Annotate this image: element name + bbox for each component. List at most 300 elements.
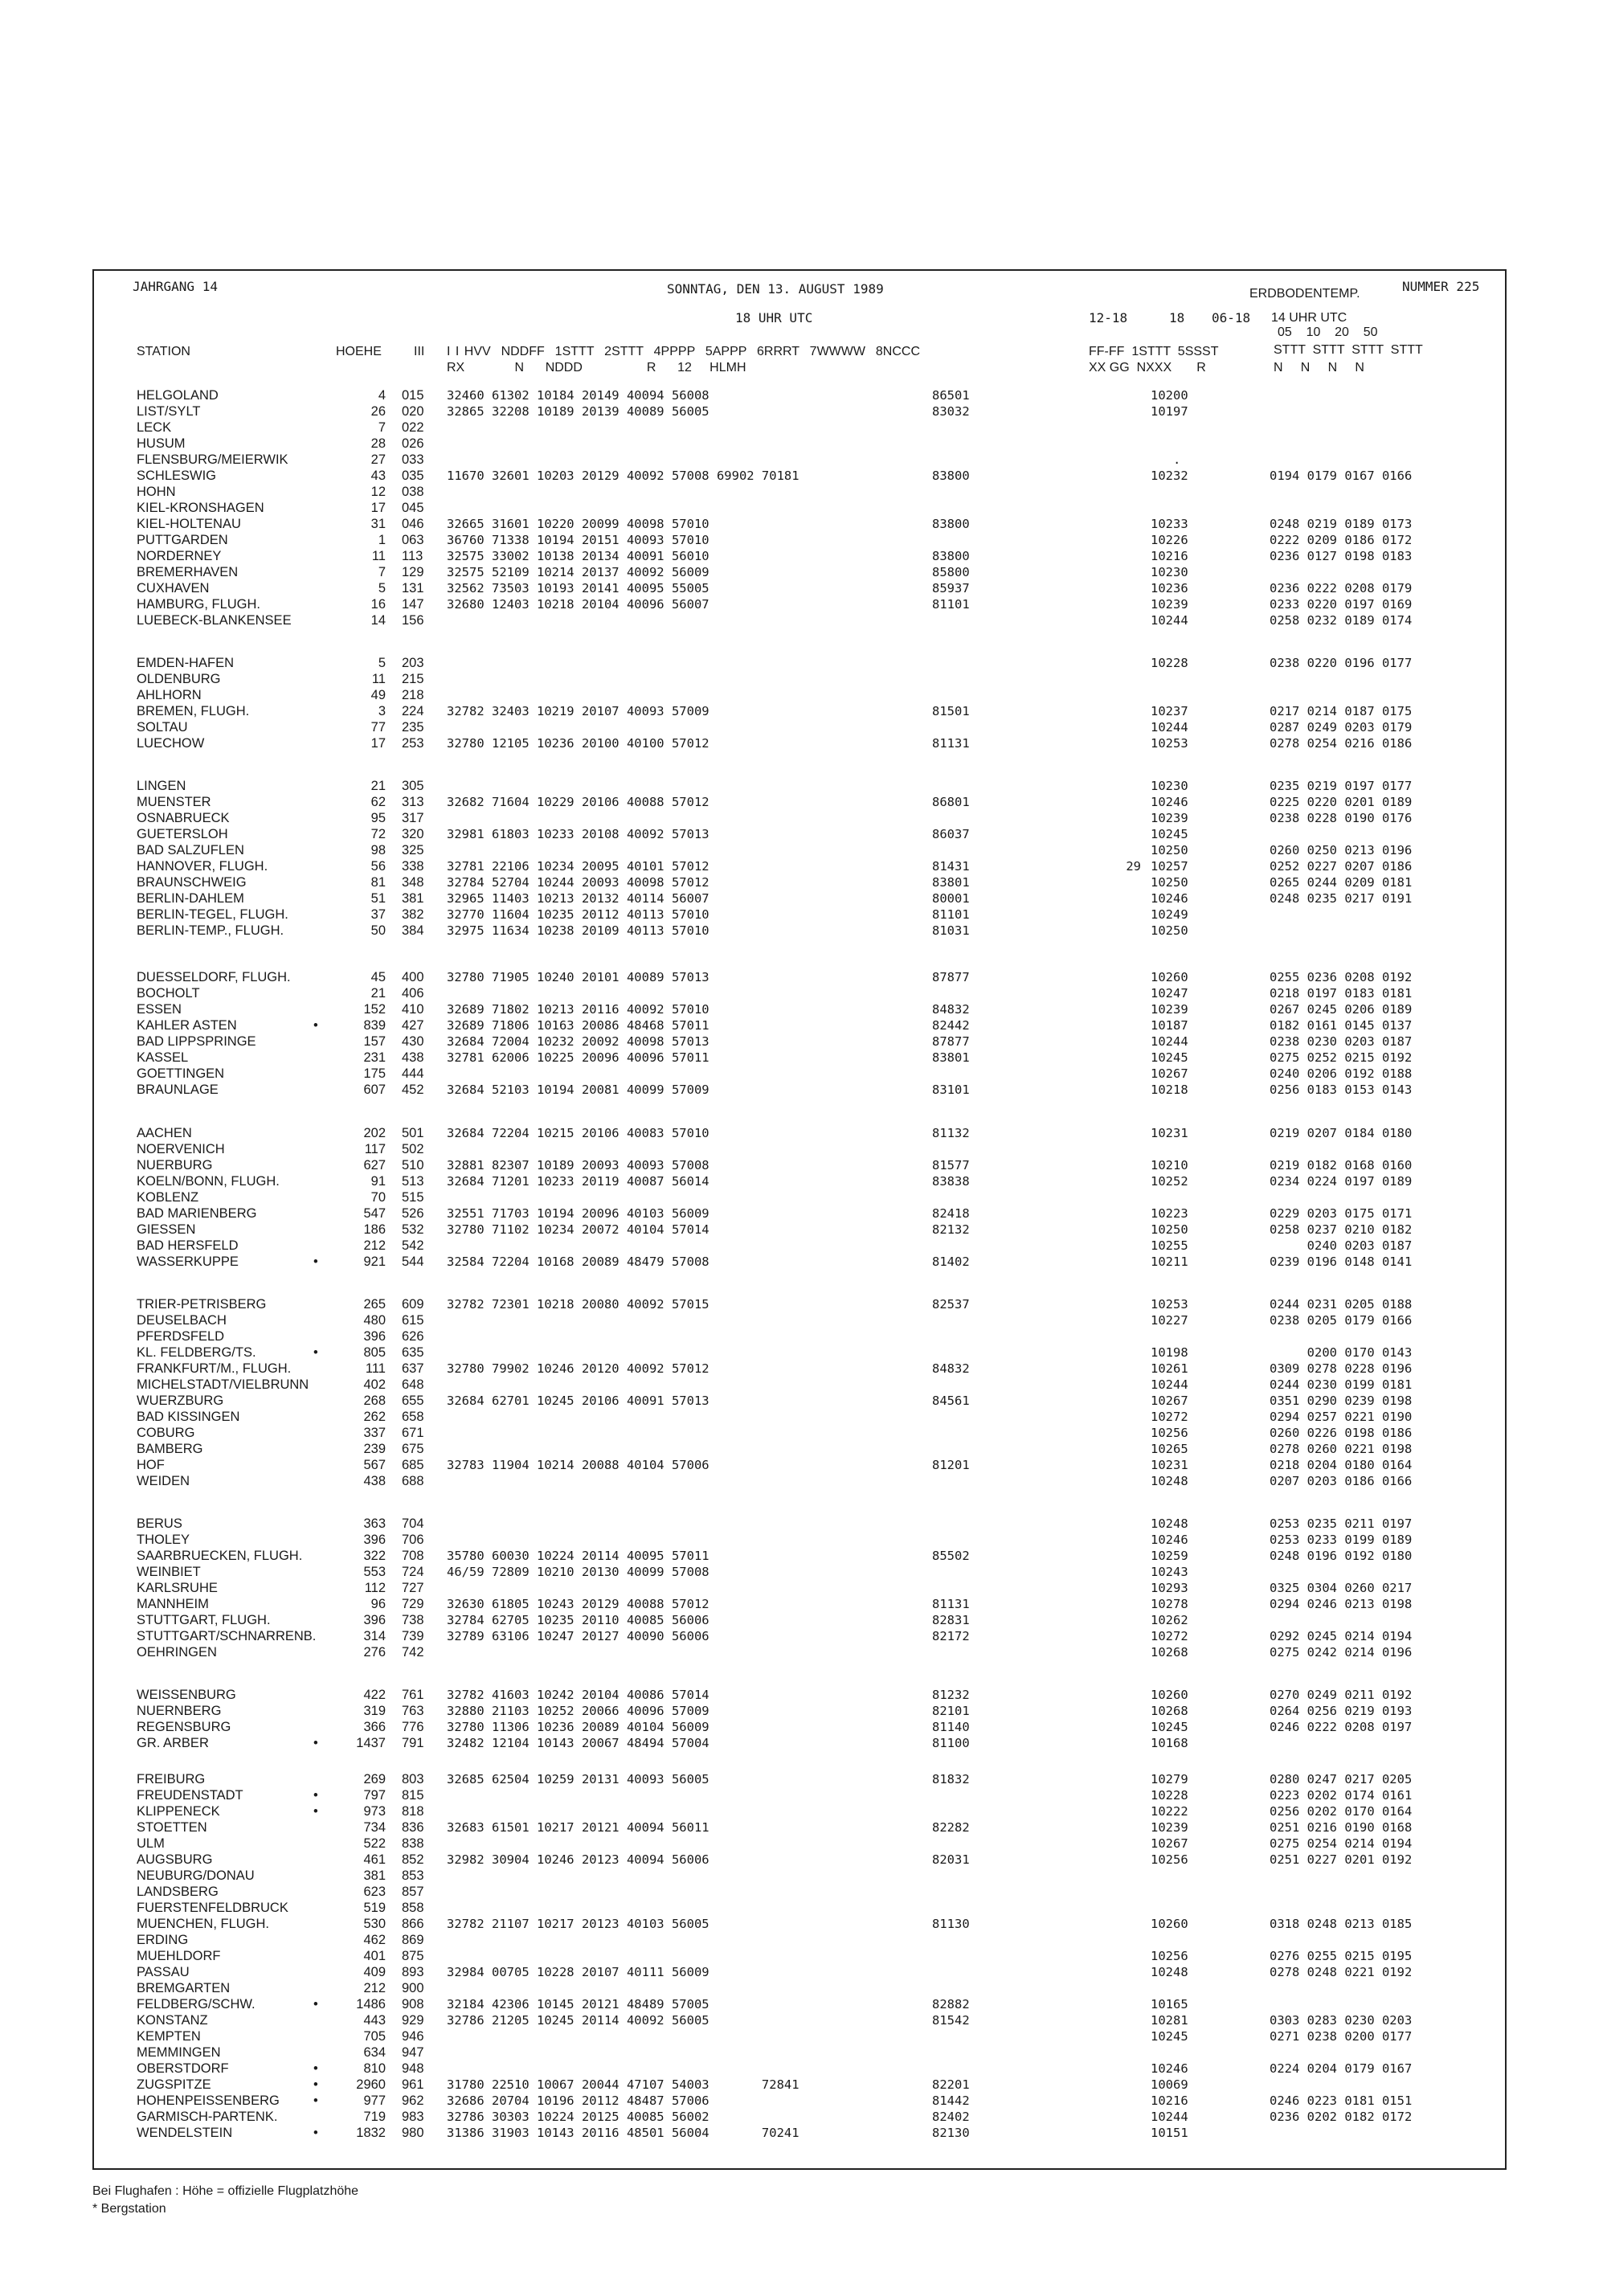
temp-18: 10260 [1151,1688,1188,1702]
ff-subheader: XX GG NXXX R [1089,361,1206,374]
station-row [0,985,1607,1002]
station-row [0,1017,1607,1034]
station-height: 634 [363,2045,386,2060]
soil-temps: 0234 0224 0197 0189 [1270,1174,1413,1189]
station-height: 530 [363,1917,386,1931]
station-height: 95 [370,811,386,825]
station-height: 553 [363,1565,386,1579]
soil-temps: 0233 0220 0197 0169 [1270,597,1413,612]
station-row [0,1900,1607,1917]
station-index: 544 [402,1254,424,1269]
temp-18: 10248 [1151,1965,1188,1979]
synop-groups: 32682 71604 10229 20106 40088 57012 [447,795,709,809]
cloud-group: 82442 [932,1018,970,1033]
station-height: 27 [370,452,386,467]
station-height: 396 [363,1329,386,1344]
temp-18: 10246 [1151,795,1188,809]
erdboden-groups: STTT STTT STTT STTT [1274,343,1423,357]
temp-18: 10244 [1151,1377,1188,1392]
soil-temps: 0264 0256 0219 0193 [1270,1704,1413,1718]
station-row [0,1425,1607,1442]
temp-18: 10267 [1151,1836,1188,1851]
station-name: GUETERSLOH [137,827,228,841]
temp-18: 10262 [1151,1613,1188,1627]
synop-groups: 31386 31903 10143 20116 48501 56004 70241 [447,2126,799,2140]
synop-groups: 32789 63106 10247 20127 40090 56006 [447,1629,709,1643]
station-index: 815 [402,1788,424,1803]
station-row [0,1596,1607,1613]
station-height: 402 [363,1377,386,1392]
cloud-group: 82201 [932,2077,970,2092]
soil-temps: 0246 0222 0208 0197 [1270,1720,1413,1734]
station-height: 11 [371,672,386,686]
temp-18: 10272 [1151,1410,1188,1424]
station-name: PFERDSFELD [137,1329,225,1344]
soil-temps: 0258 0232 0189 0174 [1270,613,1413,628]
cloud-group: 87877 [932,1034,970,1049]
station-height: 50 [370,923,386,938]
temp-18: 10244 [1151,613,1188,628]
station-row [0,420,1607,436]
station-height: 70 [370,1190,386,1205]
station-name: KIEL-KRONSHAGEN [137,501,264,515]
soil-temps: 0265 0244 0209 0181 [1270,875,1413,890]
station-row [0,564,1607,581]
station-index: 406 [402,986,424,1001]
temp-18: 10250 [1151,843,1188,857]
footnote-airport: Bei Flughafen : Höhe = offizielle Flugplatzhöhe [92,2184,359,2198]
station-row [0,596,1607,613]
station-row [0,2125,1607,2142]
soil-temps: 0256 0183 0153 0143 [1270,1083,1413,1097]
temp-18: 10267 [1151,1394,1188,1408]
station-row [0,1803,1607,1820]
soil-temps: 0236 0202 0182 0172 [1270,2110,1413,2124]
station-row [0,1516,1607,1533]
soil-temps: 0251 0227 0201 0192 [1270,1852,1413,1867]
station-height: 839 [363,1018,386,1033]
soil-temps: 0248 0196 0192 0180 [1270,1549,1413,1563]
station-row [0,1644,1607,1661]
soil-temps: 0225 0220 0201 0189 [1270,795,1413,809]
station-name: LIST/SYLT [137,404,201,419]
station-height: 276 [363,1645,386,1660]
soil-temps: 0294 0246 0213 0198 [1270,1597,1413,1611]
station-row [0,923,1607,939]
synop-groups: 32780 71102 10234 20072 40104 57014 [447,1222,709,1237]
station-index: 532 [402,1222,424,1237]
station-name: KARLSRUHE [137,1581,218,1595]
station-index: 626 [402,1329,424,1344]
station-row [0,1980,1607,1997]
cloud-group: 82130 [932,2126,970,2140]
cloud-group: 81100 [932,1736,970,1750]
station-height: 480 [363,1313,386,1328]
temp-18: 10230 [1151,565,1188,579]
mountain-marker: • [313,1254,318,1269]
cloud-group: 81101 [932,907,970,922]
station-index: 452 [402,1083,424,1097]
station-height: 269 [363,1772,386,1786]
station-row [0,1457,1607,1474]
cloud-group: 81132 [932,1126,970,1140]
station-height: 719 [363,2110,386,2124]
station-row [0,1703,1607,1720]
station-row [0,1377,1607,1394]
station-index: 035 [402,469,424,483]
soil-temps: 0244 0231 0205 0188 [1270,1297,1413,1312]
station-name: BREMEN, FLUGH. [137,704,250,718]
temp-18: 10245 [1151,2029,1188,2044]
station-height: 422 [363,1688,386,1702]
cloud-group: 81402 [932,1254,970,1269]
station-height: 265 [363,1297,386,1312]
station-index: 648 [402,1377,424,1392]
gust-value: 29 [1126,859,1141,874]
station-row [0,468,1607,485]
station-row [0,1189,1607,1206]
soil-temps: 0276 0255 0215 0195 [1270,1949,1413,1963]
station-name: HOHENPEISSENBERG [137,2093,280,2108]
temp-18: 10293 [1151,1581,1188,1595]
station-height: 977 [363,2093,386,2108]
station-name: ZUGSPITZE [137,2077,211,2092]
station-name: DUESSELDORF, FLUGH. [137,970,291,984]
station-row [0,1852,1607,1868]
temp-18: 10216 [1151,2093,1188,2108]
cloud-group: 82101 [932,1704,970,1718]
mountain-marker: • [313,1804,318,1819]
station-index: 858 [402,1901,424,1915]
temp-18: 10253 [1151,736,1188,751]
station-height: 12 [370,485,386,499]
station-name: BAD HERSFELD [137,1238,239,1253]
station-row [0,1141,1607,1158]
station-index: 706 [402,1533,424,1547]
station-height: 2960 [356,2077,386,2092]
station-row [0,1916,1607,1933]
temp-18: 10236 [1151,581,1188,595]
cloud-group: 82402 [932,2110,970,2124]
station-height: 231 [363,1050,386,1065]
erdboden-time: 14 UHR UTC [1271,311,1347,325]
station-index: 658 [402,1410,424,1424]
station-index: 113 [402,549,423,563]
station-name: FRANKFURT/M., FLUGH. [137,1361,292,1376]
temp-18: 10268 [1151,1704,1188,1718]
station-row [0,858,1607,875]
station-name: ULM [137,1836,165,1851]
cloud-group: 83800 [932,517,970,531]
station-row [0,1205,1607,1222]
station-height: 401 [363,1949,386,1963]
station-name: FUERSTENFELDBRUCK [137,1901,288,1915]
synop-groups: 32783 11904 10214 20088 40104 57006 [447,1458,709,1472]
station-name: HUSUM [137,436,186,451]
synop-groups: 32551 71703 10194 20096 40103 56009 [447,1206,709,1221]
station-index: 729 [402,1597,424,1611]
station-height: 56 [370,859,386,874]
station-index: 218 [402,688,424,702]
temp-18: 10223 [1151,1206,1188,1221]
temp-18: 10228 [1151,1788,1188,1803]
synop-groups: 36760 71338 10194 20151 40093 57010 [447,533,709,547]
synop-groups: 32584 72204 10168 20089 48479 57008 [447,1254,709,1269]
station-height: 37 [370,907,386,922]
mountain-marker: • [313,2093,318,2108]
station-name: BERLIN-TEMP., FLUGH. [137,923,284,938]
station-height: 705 [363,2029,386,2044]
station-height: 43 [370,469,386,483]
station-index: 961 [402,2077,424,2092]
station-name: BAD SALZUFLEN [137,843,244,857]
soil-temps: 0244 0230 0199 0181 [1270,1377,1413,1392]
station-height: 462 [363,1933,386,1947]
station-name: DEUSELBACH [137,1313,227,1328]
station-name: OBERSTDORF [137,2061,229,2076]
station-name: WASSERKUPPE [137,1254,239,1269]
temp-18: 10197 [1151,404,1188,419]
station-index: 803 [402,1772,424,1786]
soil-temps: 0294 0257 0221 0190 [1270,1410,1413,1424]
station-name: NUERBURG [137,1158,213,1173]
station-name: KONSTANZ [137,2013,208,2028]
synop-groups: 32981 61803 10233 20108 40092 57013 [447,827,709,841]
temp-18: 10250 [1151,1222,1188,1237]
temp-18: 10237 [1151,704,1188,718]
station-index: 685 [402,1458,424,1472]
station-row [0,687,1607,704]
mountain-marker: • [313,1018,318,1033]
station-height: 805 [363,1345,386,1360]
temp-18: 10247 [1151,986,1188,1001]
temp-18: 10230 [1151,779,1188,793]
station-name: WENDELSTEIN [137,2126,233,2140]
temp-18: 10218 [1151,1083,1188,1097]
synop-groups: 32786 21205 10245 20114 40092 56005 [447,2013,709,2028]
synop-groups: 31780 22510 10067 20044 47107 54003 72841 [447,2077,799,2092]
station-index: 022 [402,420,424,435]
period-18: 18 [1169,310,1185,325]
station-index: 869 [402,1933,424,1947]
station-name: MUENCHEN, FLUGH. [137,1917,270,1931]
cloud-group: 81140 [932,1720,970,1734]
station-index: 742 [402,1645,424,1660]
synop-groups: 32984 00705 10228 20107 40111 56009 [447,1965,709,1979]
cloud-group: 85937 [932,581,970,595]
station-index: 893 [402,1965,424,1979]
station-height: 11 [371,549,386,563]
station-name: LECK [137,420,172,435]
station-row [0,842,1607,859]
station-row [0,1409,1607,1426]
temp-18: 10226 [1151,533,1188,547]
station-name: BAD MARIENBERG [137,1206,257,1221]
station-height: 77 [370,720,386,735]
temp-18: 10246 [1151,2061,1188,2076]
temp-18: 10187 [1151,1018,1188,1033]
station-height: 111 [365,1361,386,1376]
station-height: 21 [370,779,386,793]
soil-temps: 0194 0179 0167 0166 [1270,469,1413,483]
iii-header: III [414,345,425,358]
station-row [0,1050,1607,1066]
station-name: KAHLER ASTEN [137,1018,237,1033]
station-index: 381 [402,891,424,906]
station-index: 026 [402,436,424,451]
synop-groups: 32770 11604 10235 20112 40113 57010 [447,907,709,922]
station-index: 015 [402,388,424,403]
station-name: BAMBERG [137,1442,203,1456]
station-row [0,1868,1607,1885]
station-height: 62 [370,795,386,809]
soil-temps: 0278 0248 0221 0192 [1270,1965,1413,1979]
station-height: 81 [370,875,386,890]
cloud-group: 82537 [932,1297,970,1312]
station-height: 14 [370,613,386,628]
station-row [0,1932,1607,1949]
temp-18: 10249 [1151,907,1188,922]
station-name: LUECHOW [137,736,205,751]
temp-18: 10227 [1151,1313,1188,1328]
temp-18: 10265 [1151,1442,1188,1456]
soil-temps: 0218 0204 0180 0164 [1270,1458,1413,1472]
cloud-group: 85800 [932,565,970,579]
station-index: 427 [402,1018,424,1033]
station-name: ESSEN [137,1002,182,1017]
station-height: 1 [378,533,386,547]
station-name: PUTTGARDEN [137,533,228,547]
station-height: 322 [363,1549,386,1563]
station-height: 567 [363,1458,386,1472]
temp-18: 10228 [1151,656,1188,670]
station-index: 655 [402,1394,424,1408]
station-index: 980 [402,2126,424,2140]
station-name: COBURG [137,1426,195,1440]
synop-groups: 32784 52704 10244 20093 40098 57012 [447,875,709,890]
cloud-group: 81131 [932,736,970,751]
station-name: LANDSBERG [137,1885,219,1899]
soil-temps: 0255 0236 0208 0192 [1270,970,1413,984]
temp-18: 10255 [1151,1238,1188,1253]
synop-groups: 32683 61501 10217 20121 40094 56011 [447,1820,709,1835]
station-name: REGENSBURG [137,1720,231,1734]
station-row [0,2093,1607,2110]
station-height: 1486 [356,1997,386,2012]
station-index: 501 [402,1126,424,1140]
cloud-group: 82282 [932,1820,970,1835]
soil-temps: 0223 0202 0174 0161 [1270,1788,1413,1803]
cloud-group: 86501 [932,388,970,403]
station-height: 797 [363,1788,386,1803]
station-row [0,907,1607,923]
cloud-group: 80001 [932,891,970,906]
soil-temps: 0275 0242 0214 0196 [1270,1645,1413,1660]
station-row [0,403,1607,420]
soil-temps: 0278 0260 0221 0198 [1270,1442,1413,1456]
synop-groups: 32665 31601 10220 20099 40098 57010 [447,517,709,531]
station-index: 708 [402,1549,424,1563]
station-index: 224 [402,704,424,718]
soil-temps: 0239 0196 0148 0141 [1270,1254,1413,1269]
cloud-group: 81832 [932,1772,970,1786]
station-name: STUTTGART, FLUGH. [137,1613,271,1627]
temp-18: 10245 [1151,827,1188,841]
station-height: 26 [370,404,386,419]
station-index: 635 [402,1345,424,1360]
temp-18: 10239 [1151,811,1188,825]
station-row [0,1771,1607,1788]
station-height: 337 [363,1426,386,1440]
station-index: 313 [402,795,424,809]
station-index: 038 [402,485,424,499]
station-height: 973 [363,1804,386,1819]
temp-18: 10278 [1151,1597,1188,1611]
station-height: 239 [363,1442,386,1456]
station-index: 724 [402,1565,424,1579]
station-name: KL. FELDBERG/TS. [137,1345,256,1360]
temp-18: 10211 [1151,1254,1188,1269]
synop-groups: 32684 72204 10215 20106 40083 57010 [447,1126,709,1140]
station-row [0,1361,1607,1377]
temp-18: 10243 [1151,1565,1188,1579]
station-height: 623 [363,1885,386,1899]
station-header: STATION [137,345,190,358]
station-height: 4 [378,388,386,403]
soil-temps: 0275 0254 0214 0194 [1270,1836,1413,1851]
soil-temps: 0240 0206 0192 0188 [1270,1066,1413,1081]
soil-temps: 0238 0205 0179 0166 [1270,1313,1413,1328]
station-row [0,387,1607,404]
groups-subheader: RX N NDDD R 12 HLMH [447,361,746,374]
station-height: 202 [363,1126,386,1140]
soil-temps: 0271 0238 0200 0177 [1270,2029,1413,2044]
cloud-group: 85502 [932,1549,970,1563]
station-height: 17 [370,736,386,751]
soil-temps: 0219 0182 0168 0160 [1270,1158,1413,1173]
temp-18: 10245 [1151,1720,1188,1734]
synop-groups: 32782 72301 10218 20080 40092 57015 [447,1297,709,1312]
station-index: 818 [402,1804,424,1819]
temp-18: 10260 [1151,1917,1188,1931]
station-name: FREIBURG [137,1772,206,1786]
station-row [0,1964,1607,1981]
soil-temps: 0253 0235 0211 0197 [1270,1516,1413,1531]
station-row [0,2044,1607,2061]
station-name: WEINBIET [137,1565,201,1579]
station-height: 98 [370,843,386,857]
temp-18: 10281 [1151,2013,1188,2028]
station-row [0,1328,1607,1345]
soil-temps: 0351 0290 0239 0198 [1270,1394,1413,1408]
station-name: MUENSTER [137,795,211,809]
station-name: KOBLENZ [137,1190,199,1205]
synop-groups: 32562 73503 10193 20141 40095 55005 [447,581,709,595]
station-index: 348 [402,875,424,890]
station-index: 836 [402,1820,424,1835]
station-index: 400 [402,970,424,984]
station-name: BRAUNSCHWEIG [137,875,247,890]
hoehe-header: HOEHE [336,345,382,358]
station-index: 853 [402,1868,424,1883]
station-height: 96 [370,1597,386,1611]
station-height: 152 [363,1002,386,1017]
station-name: BOCHOLT [137,986,200,1001]
station-name: GARMISCH-PARTENK. [137,2110,278,2124]
station-height: 186 [363,1222,386,1237]
station-name: ERDING [137,1933,189,1947]
station-name: STOETTEN [137,1820,207,1835]
